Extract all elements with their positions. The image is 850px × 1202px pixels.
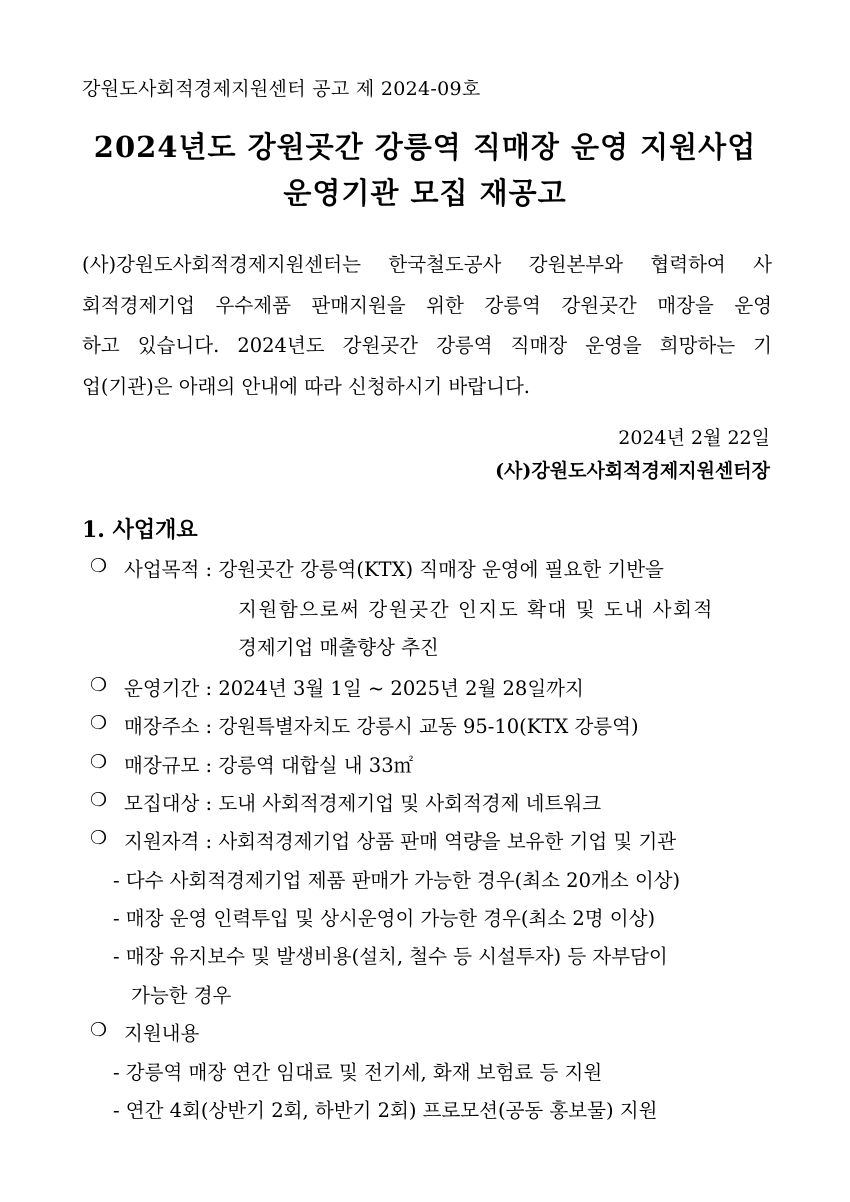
qualification-detail: - 매장 운영 인력투입 및 상시운영이 가능한 경우(최소 2명 이상) bbox=[113, 907, 656, 930]
item-label: 매장주소 : bbox=[124, 715, 219, 738]
address-item bbox=[124, 711, 639, 739]
notice-number: 강원도사회적경제지원센터 공고 제 2024-09호 bbox=[82, 78, 481, 100]
support-item bbox=[124, 1018, 199, 1046]
intro-line-4: 업(기관)은 아래의 안내에 따라 신청하시기 바랍니다. bbox=[82, 374, 530, 398]
support-detail: - 강릉역 매장 연간 임대료 및 전기세, 화재 보험료 등 지원 bbox=[113, 1061, 603, 1084]
purpose-continuation-1: 지원함으로써 강원곳간 인지도 확대 및 도내 사회적 bbox=[238, 598, 714, 621]
bullet-icon: ❍ bbox=[90, 751, 108, 773]
bullet-icon: ❍ bbox=[90, 712, 108, 734]
bullet-icon: ❍ bbox=[90, 827, 108, 849]
item-text: 사회적경제기업 상품 판매 역량을 보유한 기업 및 기관 bbox=[218, 830, 677, 853]
bullet-icon: ❍ bbox=[90, 1019, 108, 1041]
announcement-date: 2024년 2월 22일 bbox=[618, 427, 770, 449]
purpose-item bbox=[124, 554, 664, 582]
intro-line-1: (사)강원도사회적경제지원센터는 한국철도공사 강원본부와 협력하여 사 bbox=[82, 253, 772, 276]
bullet-icon: ❍ bbox=[90, 555, 108, 577]
item-label: 지원내용 bbox=[124, 1022, 200, 1045]
qualification-detail-continuation: 가능한 경우 bbox=[131, 984, 232, 1007]
bullet-icon: ❍ bbox=[90, 674, 108, 696]
title-line-2: 운영기관 모집 재공고 bbox=[283, 176, 567, 210]
item-label: 지원자격 : bbox=[124, 830, 219, 853]
item-label: 매장규모 : bbox=[124, 754, 219, 777]
qualification-detail: - 매장 유지보수 및 발생비용(설치, 철수 등 시설투자) 등 자부담이 bbox=[113, 945, 668, 968]
item-text: 강릉역 대합실 내 33㎡ bbox=[218, 754, 414, 777]
item-label: 사업목적 : bbox=[124, 558, 219, 581]
qualification-item bbox=[124, 826, 676, 854]
item-label: 운영기간 : bbox=[124, 677, 219, 700]
bullet-icon: ❍ bbox=[90, 789, 108, 811]
item-text: 강원특별자치도 강릉시 교동 95-10(KTX 강릉역) bbox=[218, 715, 639, 738]
intro-line-3: 하고 있습니다. 2024년도 강원곳간 강릉역 직매장 운영을 희망하는 기 bbox=[82, 334, 772, 357]
item-text: 2024년 3월 1일 ~ 2025년 2월 28일까지 bbox=[218, 677, 584, 700]
target-item bbox=[124, 788, 601, 816]
item-label: 모집대상 : bbox=[124, 792, 219, 815]
issuing-organization: (사)강원도사회적경제지원센터장 bbox=[495, 460, 770, 482]
title-line-1: 2024년도 강원곳간 강릉역 직매장 운영 지원사업 bbox=[93, 130, 757, 164]
qualification-detail: - 다수 사회적경제기업 제품 판매가 가능한 경우(최소 20개소 이상) bbox=[113, 869, 681, 892]
support-detail: - 연간 4회(상반기 2회, 하반기 2회) 프로모션(공동 홍보물) 지원 bbox=[113, 1099, 658, 1122]
size-item bbox=[124, 750, 413, 778]
section-heading: 1. 사업개요 bbox=[82, 517, 198, 543]
period-item bbox=[124, 673, 584, 701]
intro-line-2: 회적경제기업 우수제품 판매지원을 위한 강릉역 강원곳간 매장을 운영 bbox=[82, 293, 772, 317]
purpose-continuation-2: 경제기업 매출향상 추진 bbox=[238, 636, 439, 659]
item-text: 강원곳간 강릉역(KTX) 직매장 운영에 필요한 기반을 bbox=[218, 558, 664, 581]
item-text: 도내 사회적경제기업 및 사회적경제 네트워크 bbox=[218, 792, 602, 815]
intro-paragraph bbox=[82, 245, 772, 407]
